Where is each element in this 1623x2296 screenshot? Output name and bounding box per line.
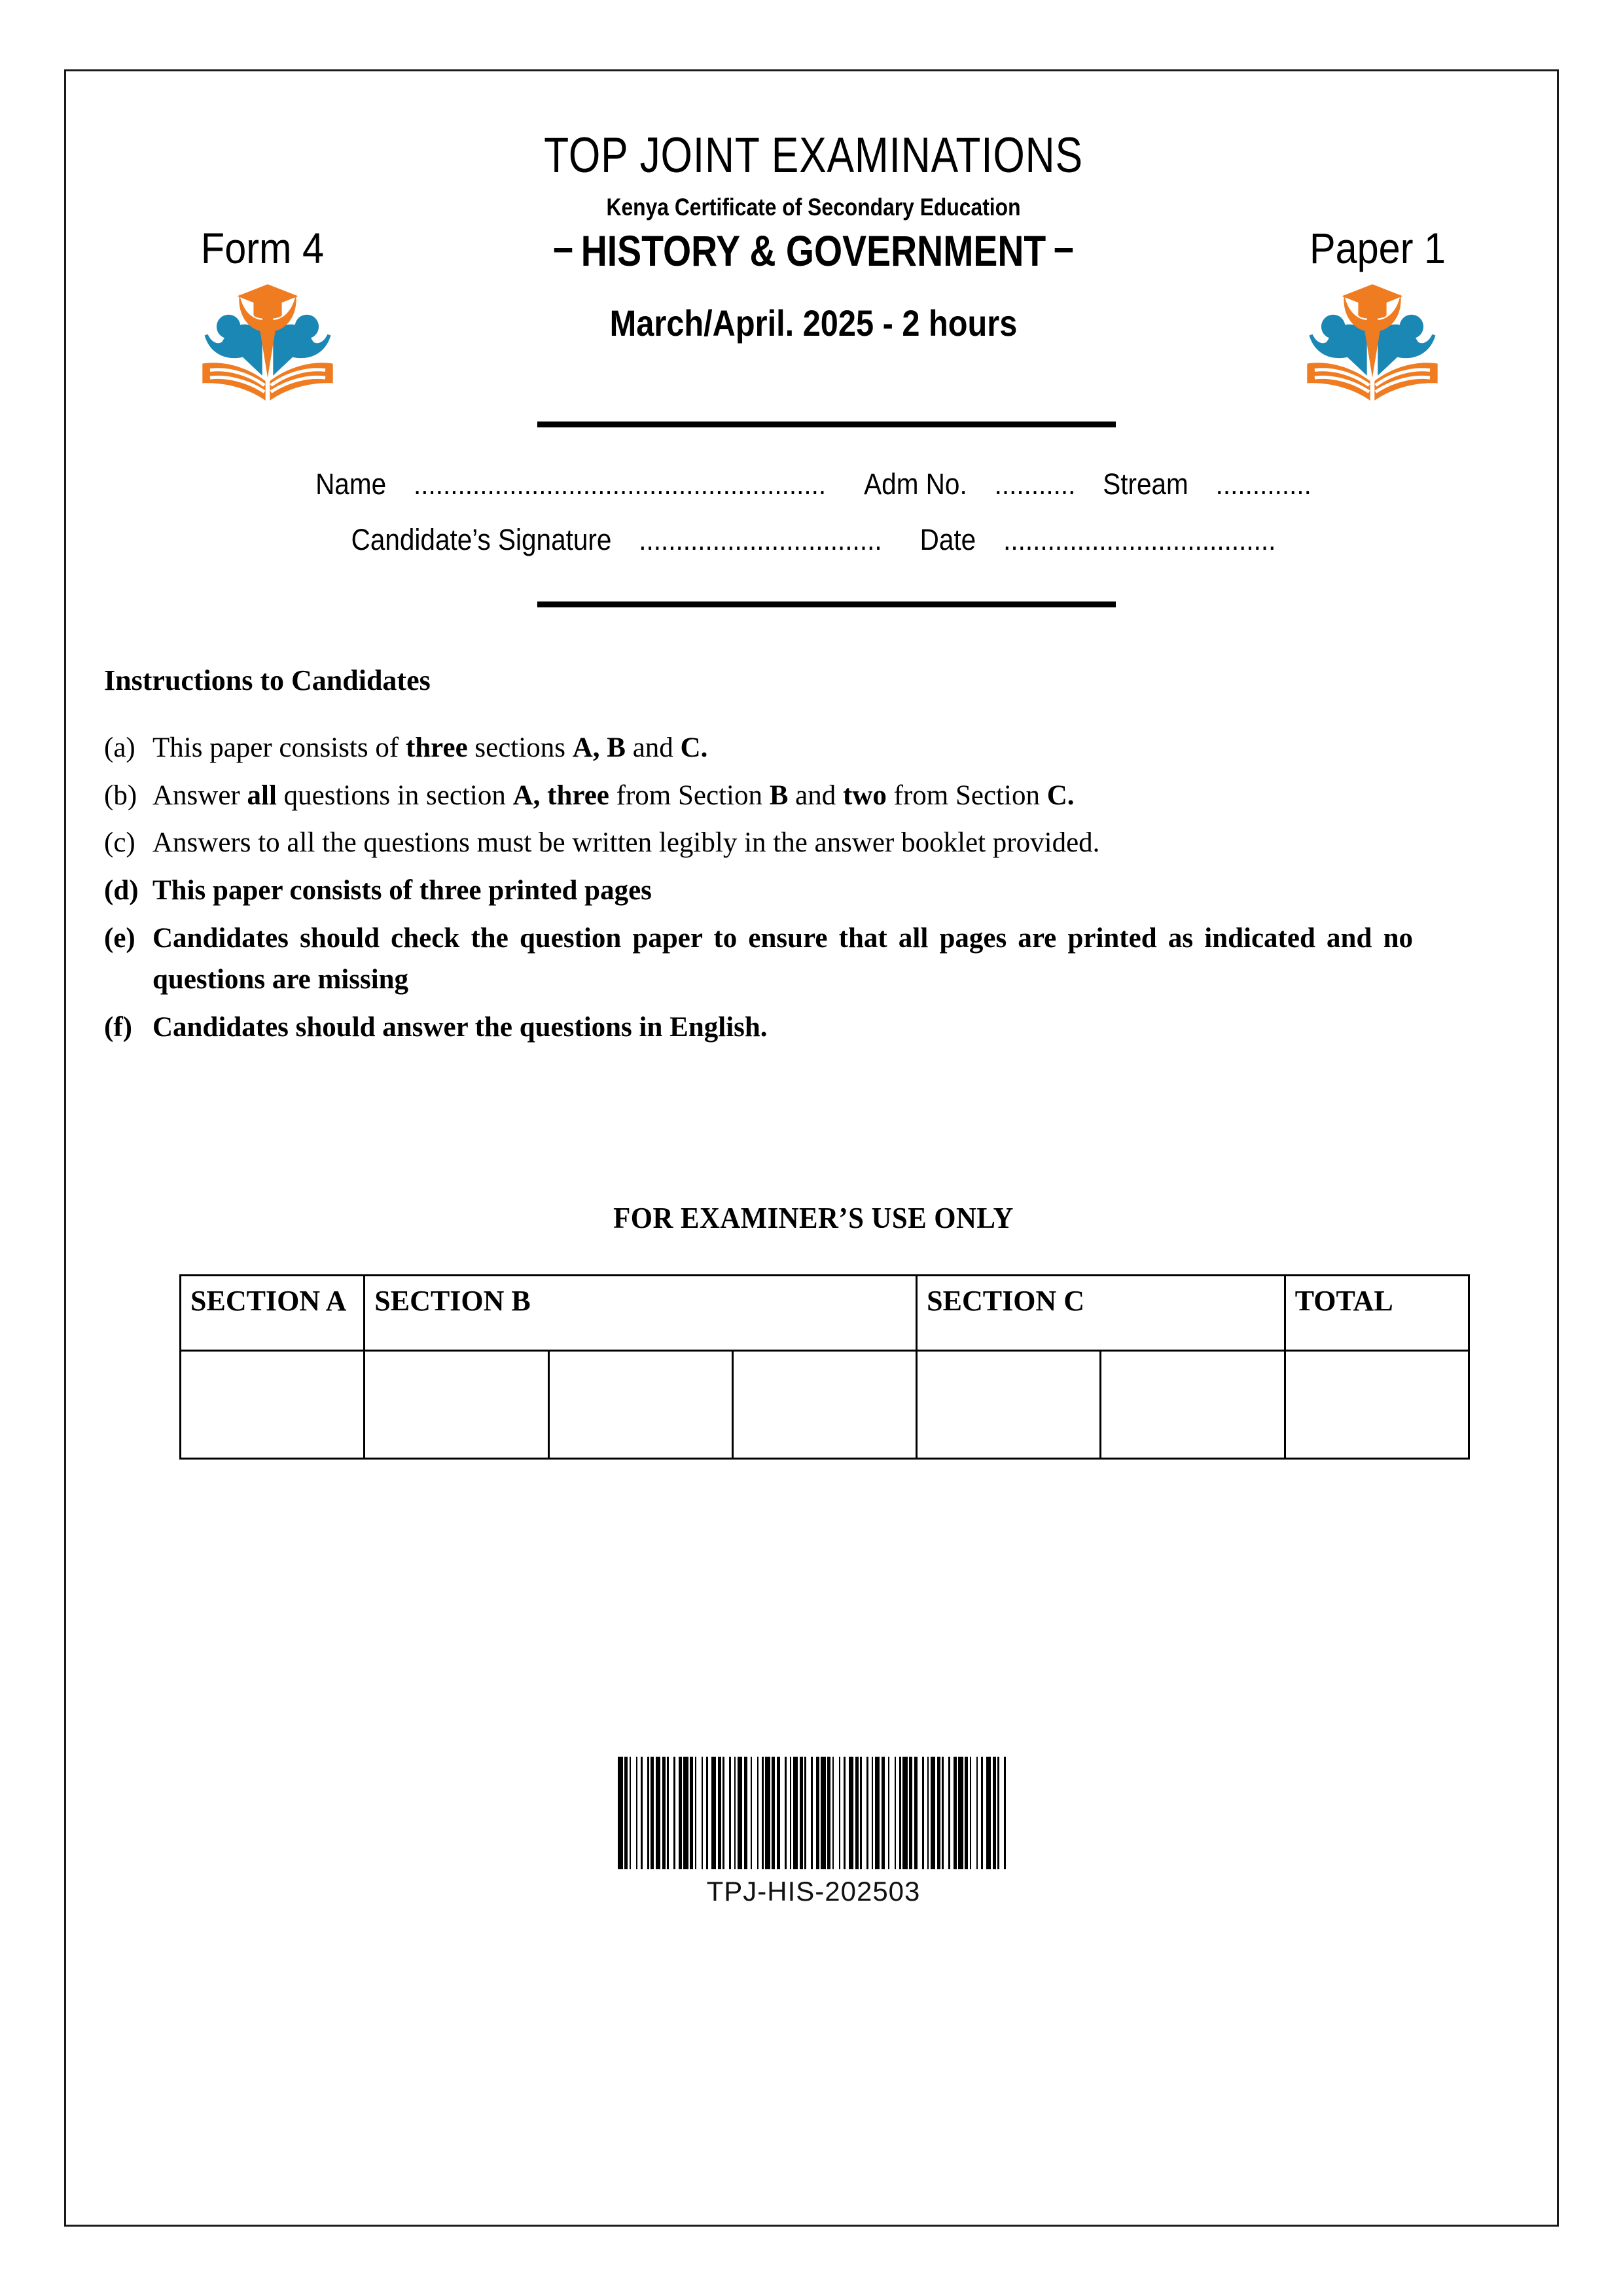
barcode-space — [862, 1757, 867, 1869]
barcode-space — [944, 1757, 949, 1869]
instruction-text-part: sections — [467, 732, 573, 763]
form-level-label: Form 4 — [200, 224, 325, 272]
instruction-text-part: from Section — [609, 780, 770, 811]
barcode-bar — [711, 1757, 717, 1869]
paper-number-label: Paper 1 — [1309, 224, 1446, 272]
instruction-text-part: C. — [1046, 780, 1075, 811]
instruction-marker: (f) — [104, 1011, 132, 1043]
instruction-marker: (c) — [104, 827, 135, 859]
marks-header-cell: SECTION A — [181, 1276, 365, 1351]
instruction-text — [152, 727, 1413, 769]
instructions-list — [104, 727, 1413, 1048]
barcode-space — [1006, 1757, 1009, 1869]
instruction-text-part: C. — [680, 732, 708, 763]
barcode-bar — [931, 1757, 936, 1869]
instruction-text-part: and — [625, 732, 681, 763]
adm-no-input[interactable]: ........... — [994, 467, 1076, 501]
barcode-space — [971, 1757, 976, 1869]
date-label: Date — [919, 523, 976, 556]
barcode-bar — [793, 1757, 798, 1869]
marks-table — [179, 1274, 1470, 1460]
instruction-text-part: Candidates should answer the questions in English. — [152, 1011, 768, 1043]
signature-label: Candidate’s Signature — [351, 523, 612, 556]
barcode-bar — [986, 1757, 991, 1869]
barcode-bar — [765, 1757, 770, 1869]
instruction-text-part: questions in section — [276, 780, 513, 811]
instruction-text-part: Candidates should check the question paper to ensure that all pages are printed as indicated and no questions are missing — [152, 922, 1413, 996]
instruction-marker: (b) — [104, 780, 137, 811]
signature-input[interactable]: ................................. — [639, 523, 882, 556]
instruction-marker: (e) — [104, 922, 135, 954]
candidate-signature-row[interactable] — [141, 523, 1486, 557]
barcode-bar — [875, 1757, 880, 1869]
marks-entry-cell[interactable] — [181, 1351, 365, 1459]
barcode-space — [631, 1757, 636, 1869]
instructions-section — [104, 664, 1413, 1054]
barcode-space — [806, 1757, 812, 1869]
dash-left-icon: – — [553, 223, 573, 271]
header-divider-bottom — [537, 601, 1116, 607]
marks-entry-cell[interactable] — [365, 1351, 548, 1459]
instruction-item — [104, 822, 1413, 864]
barcode-bar — [656, 1757, 661, 1869]
barcode-label: TPJ-HIS-202503 — [706, 1876, 921, 1907]
examiner-use-title: FOR EXAMINER’S USE ONLY — [613, 1201, 1014, 1234]
adm-no-label: Adm No. — [864, 467, 967, 501]
barcode-space — [889, 1757, 895, 1869]
dash-right-icon: – — [1054, 223, 1074, 271]
instruction-text-part: A, three — [512, 780, 609, 811]
instruction-text-part: and — [788, 780, 843, 811]
barcode-bar — [738, 1757, 743, 1869]
barcode-space — [752, 1757, 757, 1869]
marks-header-cell: TOTAL — [1285, 1276, 1469, 1351]
barcode-bar — [683, 1757, 688, 1869]
barcode-space — [724, 1757, 730, 1869]
instruction-text-part: This paper consists of — [152, 732, 406, 763]
barcode-space — [780, 1757, 785, 1869]
name-input[interactable]: ........................................................ — [413, 467, 827, 501]
barcode-bar — [902, 1757, 908, 1869]
stream-label: Stream — [1103, 467, 1188, 501]
marks-header-cell: SECTION B — [365, 1276, 917, 1351]
page-title: TOP JOINT EXAMINATIONS — [544, 128, 1083, 183]
barcode-space — [669, 1757, 674, 1869]
exam-paper-page — [64, 69, 1559, 2227]
instruction-item — [104, 1007, 1413, 1049]
marks-entry-cell[interactable] — [548, 1351, 732, 1459]
instruction-text-part: Answer — [152, 780, 247, 811]
exam-header — [66, 71, 1561, 438]
marks-header-cell: SECTION C — [917, 1276, 1285, 1351]
marks-entry-cell[interactable] — [1285, 1351, 1469, 1459]
instruction-text-part: three — [405, 732, 468, 763]
subject-line — [186, 223, 1442, 276]
barcode-space — [918, 1757, 923, 1869]
exam-date-duration: March/April. 2025 - 2 hours — [609, 302, 1018, 344]
instruction-text-part: A, B — [572, 732, 626, 763]
instruction-text-part: Answers to all the questions must be written legibly in the answer booklet provided. — [152, 827, 1100, 859]
date-input[interactable]: ..................................... — [1003, 523, 1276, 556]
subject-name: HISTORY & GOVERNMENT — [580, 226, 1046, 275]
instruction-marker: (d) — [104, 874, 139, 906]
instruction-item — [104, 870, 1413, 912]
instruction-text-part: B — [769, 780, 789, 811]
marks-table-header-row — [181, 1276, 1469, 1351]
candidate-name-row[interactable] — [141, 467, 1486, 501]
instruction-marker: (a) — [104, 732, 135, 763]
stream-input[interactable]: ............. — [1215, 467, 1311, 501]
barcode-block — [66, 1748, 1561, 1907]
header-divider-top — [537, 422, 1116, 427]
instruction-text-part: two — [843, 780, 887, 811]
instruction-item — [104, 727, 1413, 769]
marks-entry-cell[interactable] — [917, 1351, 1101, 1459]
barcode-bar — [958, 1757, 963, 1869]
instruction-text — [152, 775, 1413, 817]
instruction-text — [152, 870, 1413, 912]
barcode-image — [618, 1757, 1009, 1869]
instruction-text — [152, 1007, 1413, 1049]
instruction-item — [104, 775, 1413, 817]
instruction-text-part: all — [247, 780, 277, 811]
instructions-heading: Instructions to Candidates — [104, 664, 431, 696]
name-label: Name — [315, 467, 387, 501]
graduates-book-logo-right — [1302, 274, 1443, 405]
barcode-space — [834, 1757, 839, 1869]
instruction-text — [152, 918, 1413, 1001]
barcode-bar — [821, 1757, 826, 1869]
barcode-bar — [618, 1757, 623, 1869]
page-subtitle: Kenya Certificate of Secondary Education — [606, 194, 1021, 221]
instruction-item — [104, 918, 1413, 1001]
instruction-text — [152, 822, 1413, 864]
marks-entry-cell[interactable] — [1101, 1351, 1285, 1459]
barcode-space — [999, 1757, 1005, 1869]
barcode-space — [643, 1757, 648, 1869]
marks-entry-cell[interactable] — [732, 1351, 916, 1459]
marks-table-body-row[interactable] — [181, 1351, 1469, 1459]
instruction-text-part: from Section — [886, 780, 1047, 811]
barcode-bar — [849, 1757, 854, 1869]
instruction-text-part: This paper consists of three printed pages — [152, 874, 652, 906]
barcode-space — [696, 1757, 702, 1869]
graduates-book-logo-left — [197, 274, 338, 405]
